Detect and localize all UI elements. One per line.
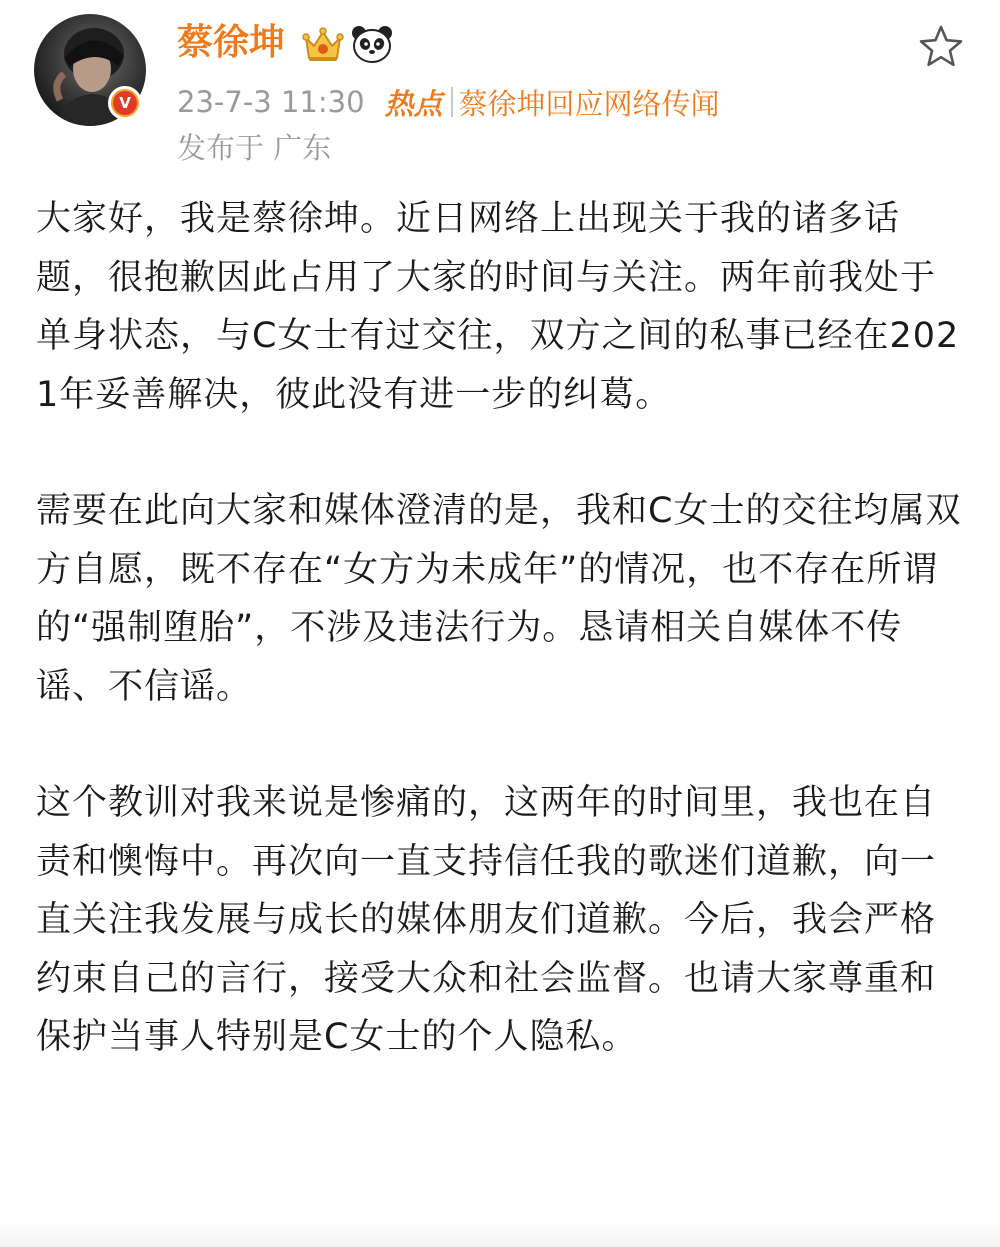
hot-label: 热点 bbox=[384, 86, 443, 121]
post-paragraph: 需要在此向大家和媒体澄清的是，我和C女士的交往均属双方自愿，既不存在“女方为未成年”的情况，也不存在所谓的“强制堕胎”，不涉及违法行为。恳请相关自媒体不传谣、不信谣。 bbox=[36, 491, 962, 707]
panda-icon bbox=[350, 24, 394, 64]
vip-crown-icon bbox=[300, 24, 346, 64]
verified-badge-icon: V bbox=[108, 86, 142, 120]
post-paragraph: 这个教训对我来说是惨痛的，这两年的时间里，我也在自责和懊悔中。再次向一直支持信任我的歌迷们道歉，向一直关注我发展与成长的媒体朋友们道歉。今后，我会严格约束自己的言行，接受大众和社会监督。也请大家尊重和保护当事人特别是C女士的个人隐私。 bbox=[36, 783, 937, 1057]
author-name[interactable]: 蔡徐坤 bbox=[177, 22, 286, 63]
post-meta bbox=[177, 80, 720, 124]
post-paragraph: 大家好，我是蔡徐坤。近日网络上出现关于我的诸多话题，很抱歉因此占用了大家的时间与关注。两年前我处于单身状态，与C女士有过交往，双方之间的私事已经在2021年妥善解决，彼此没有进一步的纠葛。 bbox=[36, 199, 960, 415]
bottom-edge bbox=[0, 1222, 1000, 1247]
post-body bbox=[36, 190, 966, 1125]
post-location: 发布于 广东 bbox=[177, 131, 332, 165]
favorite-star-icon[interactable] bbox=[918, 24, 964, 68]
meta-divider bbox=[451, 87, 453, 117]
post-timestamp: 23-7-3 11:30 bbox=[177, 85, 365, 119]
topic-link[interactable]: 蔡徐坤回应网络传闻 bbox=[458, 86, 720, 121]
post-header bbox=[0, 0, 1000, 180]
